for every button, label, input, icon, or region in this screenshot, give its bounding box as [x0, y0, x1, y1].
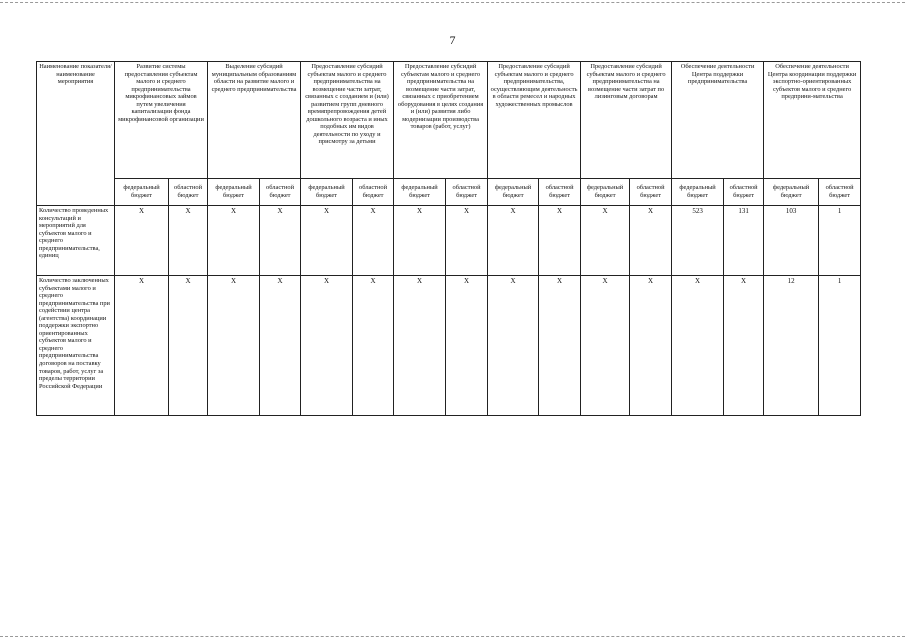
table-cell: 1 — [819, 206, 861, 276]
table-cell: Х — [446, 206, 488, 276]
table-cell: 12 — [764, 276, 819, 416]
column-group-header: Предоставление субсидий субъектам малого и среднего предпринимательства на возмещение части затрат, связанных с созданием и (или) развитием групп дневного времяпрепровождения детей дошкольного возраста и иных подобных им видов деятельности по уходу и присмотру за детьми — [301, 62, 394, 179]
subheader-row — [37, 179, 861, 206]
regional-budget-header: областной бюджет — [724, 179, 764, 206]
table-cell: Х — [488, 206, 539, 276]
row-label: Количество заключенных субъектами малого и среднего предпринимательства при содействии центра (агентства) координации поддержки экспортно ориентированных субъектов малого и среднего предпринимательства договоров на поставку товаров, работ, услуг за пределы территории Российской Федерации — [37, 276, 115, 416]
scan-bottom-edge — [0, 636, 905, 637]
table-cell: Х — [581, 206, 630, 276]
regional-budget-header: областной бюджет — [539, 179, 581, 206]
table-cell: Х — [394, 276, 446, 416]
table-cell: Х — [301, 206, 353, 276]
column-group-header: Выделение субсидий муниципальным образованиям области на развитие малого и среднего предпринимательства — [208, 62, 301, 179]
table-row — [37, 206, 861, 276]
federal-budget-header: федеральный бюджет — [488, 179, 539, 206]
page-number: 7 — [449, 33, 456, 47]
column-group-header: Обеспечение деятельности Центра координации поддержки экспортно-ориентированных субъектов малого и среднего предприни-мательства — [764, 62, 861, 179]
column-group-header: Предоставление субсидий субъектам малого и среднего предпринимательства на возмещение части затрат по лизинговым договорам — [581, 62, 672, 179]
table-cell: Х — [169, 276, 208, 416]
federal-budget-header: федеральный бюджет — [301, 179, 353, 206]
table-cell: Х — [208, 276, 260, 416]
regional-budget-header: областной бюджет — [819, 179, 861, 206]
table-cell: Х — [260, 206, 301, 276]
table-cell: 523 — [672, 206, 724, 276]
table-cell: Х — [539, 206, 581, 276]
column-group-header: Обеспечение деятельности Центра поддержки предпринимательства — [672, 62, 764, 179]
table-cell: Х — [208, 206, 260, 276]
federal-budget-header: федеральный бюджет — [115, 179, 169, 206]
table-cell: Х — [630, 276, 672, 416]
column-group-header: Развитие системы предоставления субъектам малого и среднего предпринимательства микрофинансовых займов путем увеличения капитализации фонда микрофинансовой организации — [115, 62, 208, 179]
table-cell: Х — [115, 206, 169, 276]
header-row — [37, 62, 861, 179]
column-group-header: Предоставление субсидий субъектам малого и среднего предпринимательства, осуществляющим деятельность в области ремесел и народных художественных промыслов — [488, 62, 581, 179]
federal-budget-header: федеральный бюджет — [672, 179, 724, 206]
federal-budget-header: федеральный бюджет — [394, 179, 446, 206]
table-cell: Х — [581, 276, 630, 416]
regional-budget-header: областной бюджет — [446, 179, 488, 206]
table-cell: Х — [353, 276, 394, 416]
table-cell: Х — [115, 276, 169, 416]
table-cell: 131 — [724, 206, 764, 276]
table-cell: Х — [488, 276, 539, 416]
table-cell: Х — [394, 206, 446, 276]
table-cell: Х — [169, 206, 208, 276]
table-cell: Х — [672, 276, 724, 416]
federal-budget-header: федеральный бюджет — [581, 179, 630, 206]
table-cell: Х — [539, 276, 581, 416]
table-cell: 1 — [819, 276, 861, 416]
row-label: Количество проведенных консультаций и мероприятий для субъектов малого и среднего предпринимательства, единиц — [37, 206, 115, 276]
table-cell: Х — [446, 276, 488, 416]
corner-header: Наименование показателя/ наименование мероприятия — [37, 62, 115, 206]
federal-budget-header: федеральный бюджет — [764, 179, 819, 206]
table-cell: Х — [353, 206, 394, 276]
table-cell: Х — [630, 206, 672, 276]
table-cell: 103 — [764, 206, 819, 276]
table-cell: Х — [724, 276, 764, 416]
federal-budget-header: федеральный бюджет — [208, 179, 260, 206]
regional-budget-header: областной бюджет — [353, 179, 394, 206]
budget-table — [36, 61, 861, 416]
table-cell: Х — [260, 276, 301, 416]
table-row — [37, 276, 861, 416]
regional-budget-header: областной бюджет — [630, 179, 672, 206]
column-group-header: Предоставление субсидий субъектам малого и среднего предпринимательства на возмещение части затрат, связанных с приобретением оборудования в целях создания и (или) развития либо модернизации производства товаров (работ, услуг) — [394, 62, 488, 179]
table-cell: Х — [301, 276, 353, 416]
regional-budget-header: областной бюджет — [169, 179, 208, 206]
scan-top-edge — [0, 2, 905, 3]
regional-budget-header: областной бюджет — [260, 179, 301, 206]
